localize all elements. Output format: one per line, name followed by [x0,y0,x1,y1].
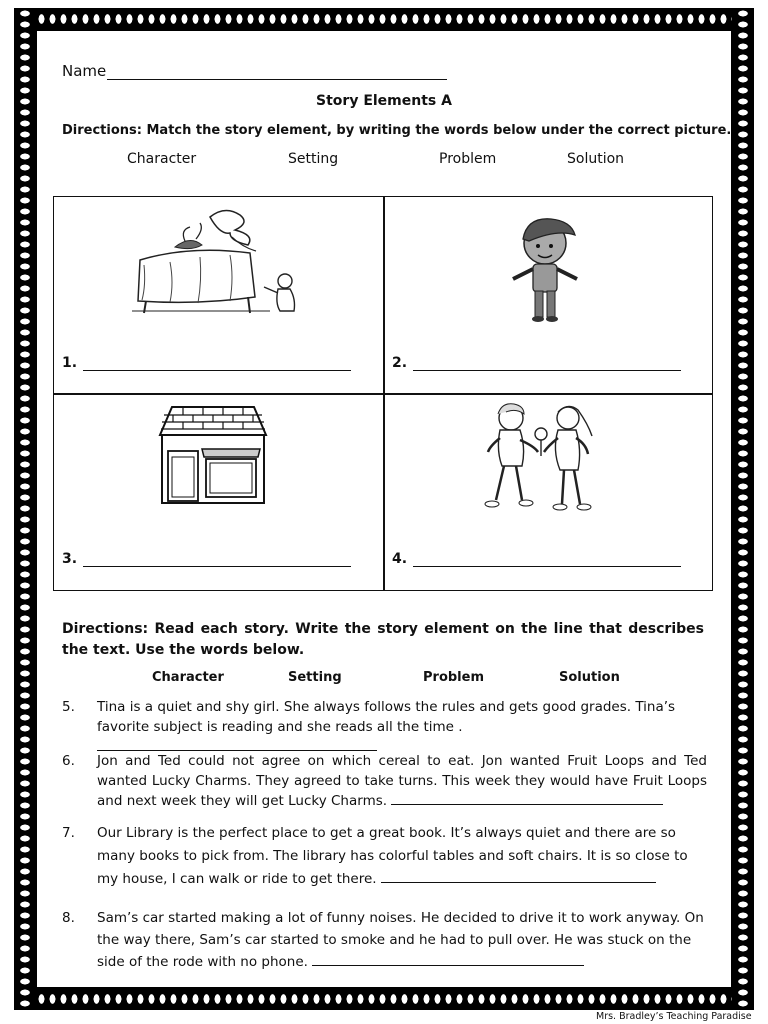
story-6-answer-line[interactable] [391,791,663,805]
story-8 [62,907,707,973]
story-8-answer-line[interactable] [312,952,584,966]
decorative-border-bottom [14,988,754,1010]
answer-2-number: 2. [392,355,408,371]
answer-4-number: 4. [392,551,408,567]
answer-1-number: 1. [62,355,78,371]
decorative-border-top [14,8,754,30]
story-7-answer-line[interactable] [381,869,656,883]
answer-3-number: 3. [62,551,78,567]
story-5-number: 5. [62,699,75,715]
answer-4[interactable] [392,551,681,567]
page-title: Story Elements A [316,93,452,109]
story-6-text: Jon and Ted could not agree on which cereal to eat. Jon wanted Fruit Loops and Ted wanted Lucky Charms. They agreed to take turns. This week they would have Fruit Loops and next week they will get Lucky Charms. [97,753,707,809]
answer-1[interactable] [62,355,351,371]
word-bank-solution: Solution [559,670,620,685]
answer-3-line[interactable] [83,554,351,567]
word-setting: Setting [288,151,339,167]
word-character: Character [127,151,197,167]
story-6-number: 6. [62,753,75,769]
story-8-text: Sam’s car started making a lot of funny noises. He decided to drive it to work anyway. On the way there, Sam’s car started to smoke and he had to pull over. He was stuck on the side of the rode with no phone. [97,910,704,970]
two-kids-solution-picture [478,400,608,516]
word-solution: Solution [567,151,625,167]
story-5-text: Tina is a quiet and shy girl. She always follows the rules and gets good grades. Tina’s favorite subject is reading and she reads all the time . [97,699,676,735]
directions-read: Directions: Read each story. Write the story element on the line that describes the text. Use the words below. [62,621,704,658]
word-bank-problem: Problem [423,670,484,685]
story-5-answer-line[interactable] [97,737,377,751]
name-line[interactable] [107,65,447,80]
answer-1-line[interactable] [83,358,351,371]
answer-3[interactable] [62,551,351,567]
footer-credit: Mrs. Bradley’s Teaching Paradise [596,1011,752,1022]
story-7 [62,822,707,891]
answer-4-line[interactable] [413,554,681,567]
word-bank-setting: Setting [288,670,342,685]
decorative-border-left [14,8,36,1010]
story-7-number: 7. [62,825,75,841]
decorative-border-right [732,8,754,1010]
answer-2[interactable] [392,355,681,371]
directions-match: Directions: Match the story element, by writing the words below under the correct picture. [62,123,732,138]
story-8-number: 8. [62,910,75,926]
story-7-text: Our Library is the perfect place to get a great book. It’s always quiet and there are so many books to pick from. The library has colorful tables and soft chairs. It is so close to my house, I can walk or ride to get there. [97,825,688,887]
answer-2-line[interactable] [413,358,681,371]
story-5 [62,697,707,757]
name-label: Name [62,62,107,80]
boy-character-picture [505,213,585,325]
spilled-table-picture [130,205,300,317]
library-building-picture [158,405,268,505]
word-problem: Problem [439,151,497,167]
story-6 [62,752,707,812]
grid-divider-horizontal [54,393,712,395]
word-bank-character: Character [152,670,224,685]
name-field[interactable] [62,62,447,80]
